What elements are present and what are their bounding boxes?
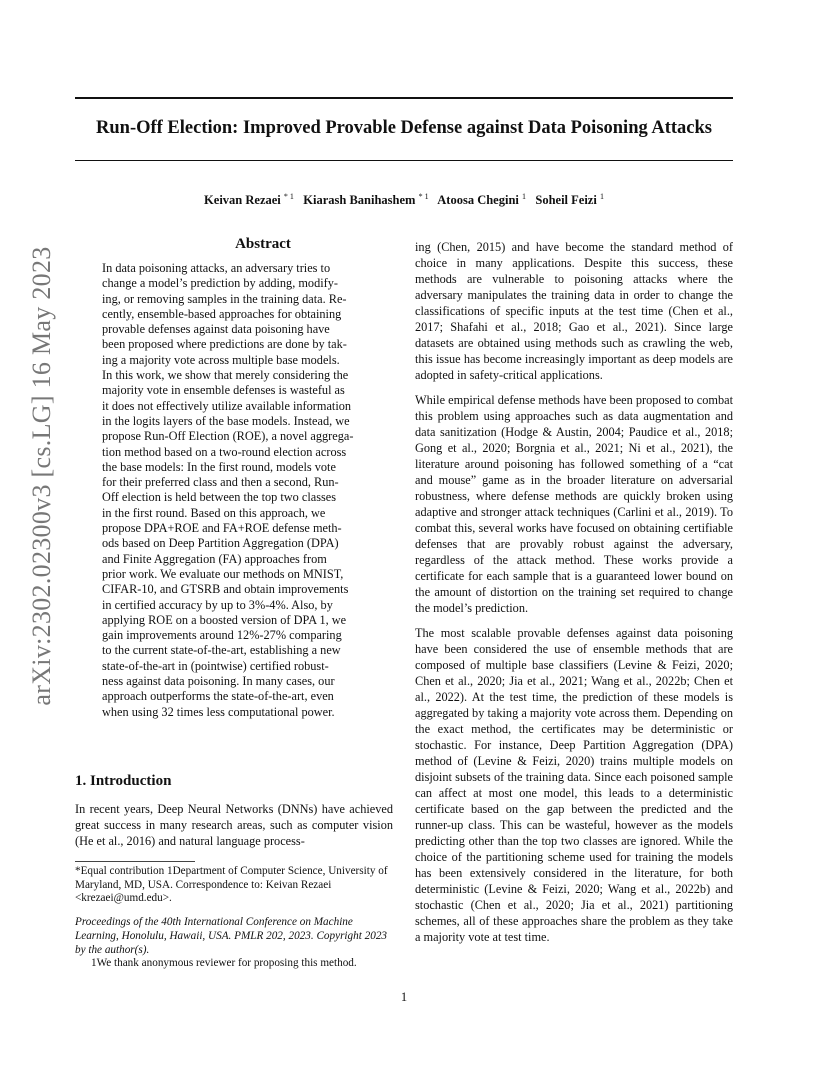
abstract-line: for their preferred class and then a second, Run- (102, 475, 339, 490)
author-marks: 1 (599, 192, 604, 201)
paper-title: Run-Off Election: Improved Provable Defense against Data Poisoning Attacks (96, 118, 712, 138)
title-rule (75, 160, 733, 161)
abstract-line: provable defenses against data poisoning have (102, 322, 330, 337)
abstract-line: change a model’s prediction by adding, modify- (102, 276, 338, 291)
abstract-line: propose DPA+ROE and FA+ROE defense meth- (102, 521, 342, 536)
body-paragraph: ing (Chen, 2015) and have become the standard method of choice in many applications. Despite this success, these methods are vulnerable to poisoning attacks where the adversary manipulates the training data in order to change the classifications of specific inputs at the test time (Chen et al., 2017; Shafahi et al., 2018; Gao et al., 2021). Since large datasets are obtained using methods such as crawling the web, this issue has become increasingly important as deep models are adopted in safety-critical applications. (415, 240, 733, 382)
right-column (415, 239, 733, 945)
intro-paragraph: In recent years, Deep Neural Networks (DNNs) have achieved great success in many research areas, such as computer vision (He et al., 2016) and natural language process- (75, 802, 393, 848)
footnotes (75, 861, 393, 971)
abstract-line: In data poisoning attacks, an adversary tries to (102, 261, 331, 275)
abstract-line: state-of-the-art in (pointwise) certified robust- (102, 658, 329, 673)
author-name: Soheil Feizi (535, 193, 597, 208)
author-marks: * 1 (283, 192, 294, 201)
abstract-line: and Finite Aggregation (FA) approaches from (102, 551, 327, 566)
abstract-line: tion method based on a two-round election across (102, 444, 347, 459)
body-paragraph: The most scalable provable defenses against data poisoning have been considered the use of ensemble methods that are composed of multiple base classifiers (Levine & Feizi, 2020; Chen et al., 2020; Jia et al., 2021; Wang et al., 2022b; Chen et al., 2022). At the test time, the prediction of these models is aggregated by taking a majority vote across them. Depending on the exact method, the certificates may be deterministic or stochastic. For instance, Deep Partition Aggregation (DPA) method of (Levine & Feizi, 2020) trains multiple models on disjoint subsets of the training data. Since each poisoned sample can affect at most one model, this leads to a deterministic certificate based on the gap between the predicted and the runner-up class. This can be wasteful, however as the models predicting other than the top two classes are ignored. While the choice of the partitioning scheme used for training the models has been extensively considered in the literature, for both deterministic (Levine & Feizi, 2020; Wang et al., 2022b) and stochastic (Chen et al., 2020; Jia et al., 2021) partitioning schemes, all of these approaches share the problem as they take a majority vote at test time. (415, 626, 733, 944)
page-number: 1 (400, 990, 408, 1004)
abstract-line: to the current state-of-the-art, establishing a new (102, 643, 341, 658)
abstract-line: it does not effectively utilize available information (102, 398, 352, 413)
abstract-line: majority vote in ensemble defenses is wasteful as (102, 383, 345, 398)
abstract-line: cently, ensemble-based approaches for obtaining (102, 306, 342, 321)
abstract-line: in certified accuracy by up to 3%-4%. Also, by (102, 597, 333, 612)
abstract-line: the base models: In the first round, models vote (102, 459, 336, 474)
top-rule (75, 97, 733, 99)
abstract-line: approach outperforms the state-of-the-art, even (102, 689, 334, 704)
affiliation-footnote: *Equal contribution 1Department of Computer Science, University of Maryland, MD, USA. Correspondence to: Keivan Rezaei <krezaei@umd.edu>. (75, 865, 388, 905)
abstract-line: ods based on Deep Partition Aggregation (DPA) (102, 536, 339, 551)
proceedings-note: Proceedings of the 40th International Conference on Machine Learning, Honolulu, Hawaii, USA. PMLR 202, 2023. Copyright 2023 by the author(s). (75, 916, 388, 956)
author-name: Keivan Rezaei (204, 193, 281, 208)
body-paragraph: While empirical defense methods have been proposed to combat this problem using approaches such as data augmentation and data sanitization (Hodge & Austin, 2004; Paudice et al., 2018; Gong et al., 2020; Borgnia et al., 2021; Ni et al., 2021), the literature around poisoning has followed something of a “cat and mouse” game as in the broader literature on adversarial robustness, where defense methods are quickly broken using adaptive and stronger attack techniques (Carlini et al., 2019). To combat this, several works have focused on obtaining certifiable defenses that are provably robust against the adversary, regardless of the attack method. These works provide a certificate for each sample that is a guaranteed lower bound on the amount of distortion on the training set required to change the model’s prediction. (415, 393, 733, 615)
author-list (75, 192, 733, 208)
section-heading: 1. Introduction (75, 773, 172, 789)
author-name: Kiarash Banihashem (303, 193, 416, 208)
abstract-line: applying ROE on a boosted version of DPA 1, we (102, 612, 347, 627)
thanks-footnote: 1We thank anonymous reviewer for proposing this method. (91, 957, 357, 970)
abstract-line: gain improvements around 12%-27% comparing (102, 628, 342, 643)
abstract-line: in the logits layers of the base models. Instead, we (102, 413, 350, 428)
abstract-line: prior work. We evaluate our methods on MNIST, (102, 566, 344, 581)
abstract-line: propose Run-Off Election (ROE), a novel aggrega- (102, 429, 354, 444)
author-marks: * 1 (418, 192, 429, 201)
abstract-line: in the first round. Based on this approach, we (102, 505, 326, 520)
abstract-body (102, 261, 368, 720)
abstract-heading: Abstract (235, 236, 291, 252)
arxiv-watermark: arXiv:2302.02300v3 [cs.LG] 16 May 2023 (27, 246, 56, 706)
abstract-line: In this work, we show that merely considering the (102, 368, 349, 383)
footnote-rule (75, 861, 195, 862)
abstract-line: ing a majority vote across multiple base models. (102, 352, 340, 367)
author-marks: 1 (522, 192, 526, 201)
abstract-line: when using 32 times less computational power. (102, 704, 335, 719)
abstract-line: CIFAR-10, and GTSRB and obtain improvements (102, 582, 349, 597)
abstract-line: ness against data poisoning. In many cases, our (102, 674, 335, 689)
abstract-line: been proposed where predictions are done by tak- (102, 337, 347, 352)
abstract-line: Off election is held between the top two classes (102, 490, 337, 505)
abstract-line: ing, or removing samples in the training data. Re- (102, 291, 347, 306)
author-name: Atoosa Chegini (437, 193, 519, 208)
